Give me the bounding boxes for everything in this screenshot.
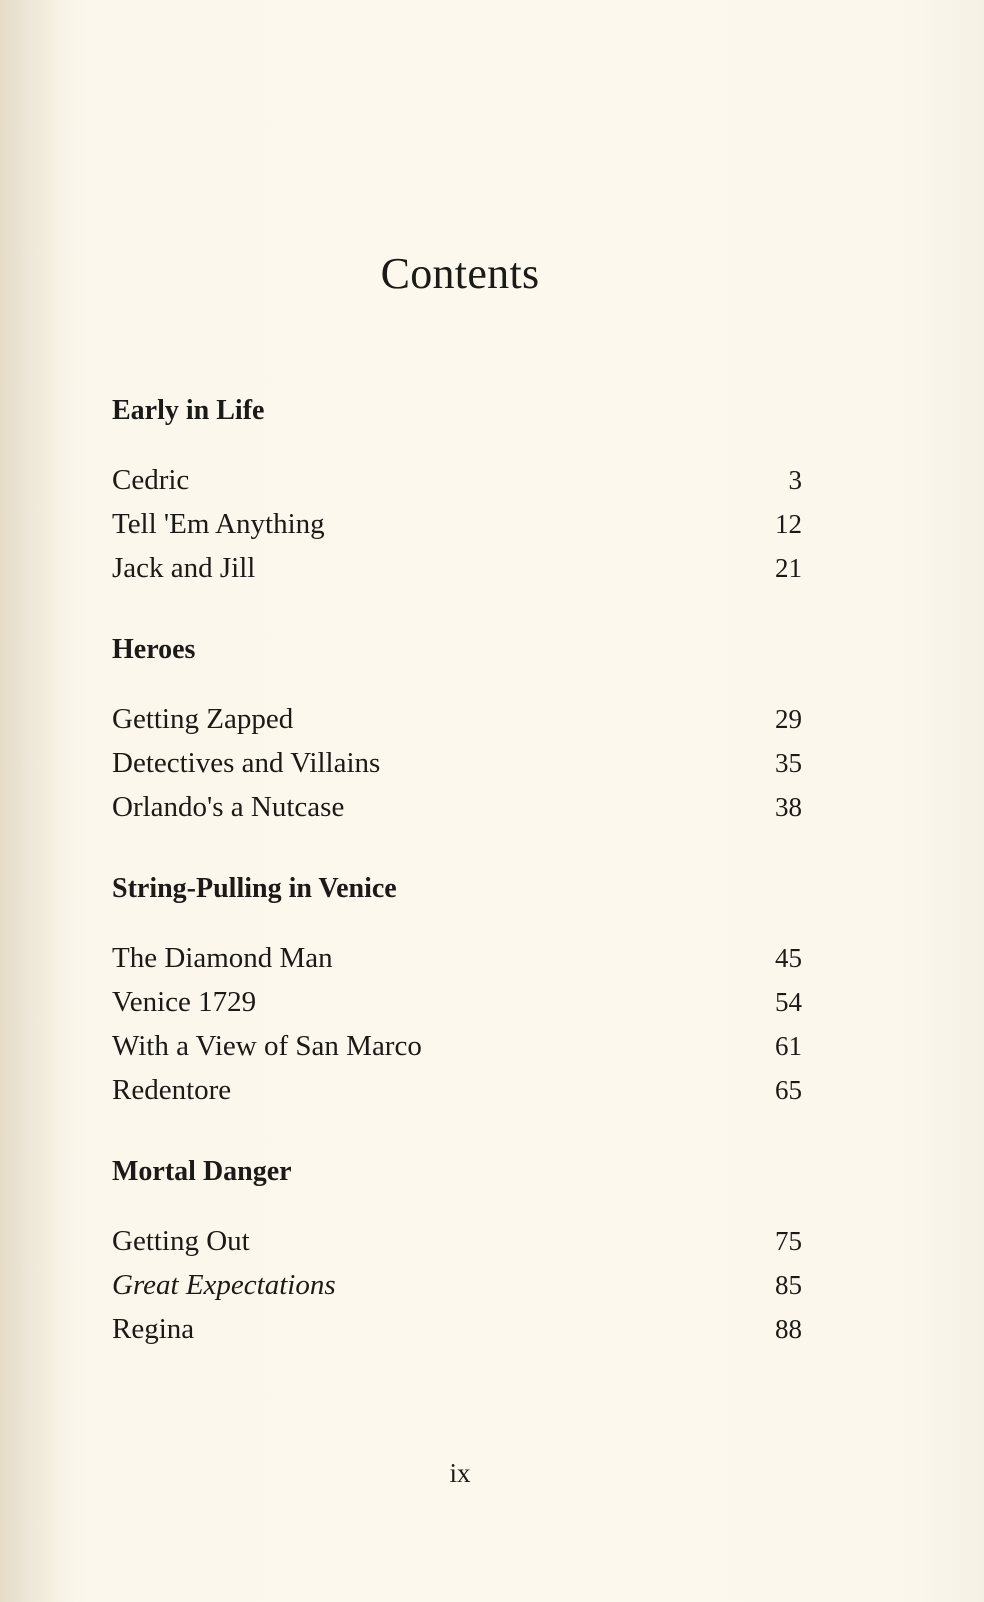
toc-entry[interactable] xyxy=(112,741,802,785)
section-heading: String-Pulling in Venice xyxy=(112,873,397,904)
toc-section-string-pulling-in-venice xyxy=(112,872,802,1112)
entry-title: Orlando's a Nutcase xyxy=(112,791,345,823)
entry-page-number: 54 xyxy=(775,987,802,1017)
entry-title: Detectives and Villains xyxy=(112,747,381,779)
entry-title: The Diamond Man xyxy=(112,942,333,974)
entry-title: Getting Zapped xyxy=(112,703,294,735)
page-title: Contents xyxy=(380,249,540,298)
entry-title: Tell 'Em Anything xyxy=(112,508,325,540)
toc-entry[interactable] xyxy=(112,697,802,741)
toc-entry[interactable] xyxy=(112,936,802,980)
section-heading: Mortal Danger xyxy=(112,1156,292,1187)
entry-page-number: 88 xyxy=(775,1314,802,1344)
entry-title: Jack and Jill xyxy=(112,552,256,584)
toc-entry[interactable] xyxy=(112,1068,802,1112)
page-number-folio: ix xyxy=(449,1458,471,1488)
entry-title: Redentore xyxy=(112,1074,232,1106)
entry-page-number: 45 xyxy=(775,943,802,973)
entry-title: Getting Out xyxy=(112,1225,250,1257)
entry-page-number: 85 xyxy=(775,1270,802,1300)
entry-page-number: 3 xyxy=(788,465,802,495)
entry-title: Venice 1729 xyxy=(112,986,257,1018)
toc-section-mortal-danger xyxy=(112,1155,802,1351)
toc-entry[interactable] xyxy=(112,502,802,546)
toc-entry[interactable] xyxy=(112,980,802,1024)
entry-page-number: 29 xyxy=(775,704,802,734)
entry-title: Great Expectations xyxy=(112,1269,336,1301)
toc-entry[interactable] xyxy=(112,1307,802,1351)
entry-page-number: 61 xyxy=(775,1031,802,1061)
entry-page-number: 21 xyxy=(775,553,802,583)
toc-section-early-in-life xyxy=(112,394,802,590)
toc-entry[interactable] xyxy=(112,1263,802,1307)
toc-entry[interactable] xyxy=(112,1219,802,1263)
entry-page-number: 35 xyxy=(775,748,802,778)
entry-page-number: 38 xyxy=(775,792,802,822)
entry-page-number: 75 xyxy=(775,1226,802,1256)
page-gutter-shadow xyxy=(0,0,70,1602)
entry-title: Regina xyxy=(112,1313,195,1345)
toc-entry[interactable] xyxy=(112,546,802,590)
toc-entry[interactable] xyxy=(112,785,802,829)
section-heading: Early in Life xyxy=(112,395,265,426)
entry-title: With a View of San Marco xyxy=(112,1030,422,1062)
toc-entry[interactable] xyxy=(112,458,802,502)
entry-page-number: 12 xyxy=(775,509,802,539)
toc-entry[interactable] xyxy=(112,1024,802,1068)
toc-section-heroes xyxy=(112,633,802,829)
entry-title: Cedric xyxy=(112,464,190,496)
section-heading: Heroes xyxy=(112,634,196,665)
entry-page-number: 65 xyxy=(775,1075,802,1105)
